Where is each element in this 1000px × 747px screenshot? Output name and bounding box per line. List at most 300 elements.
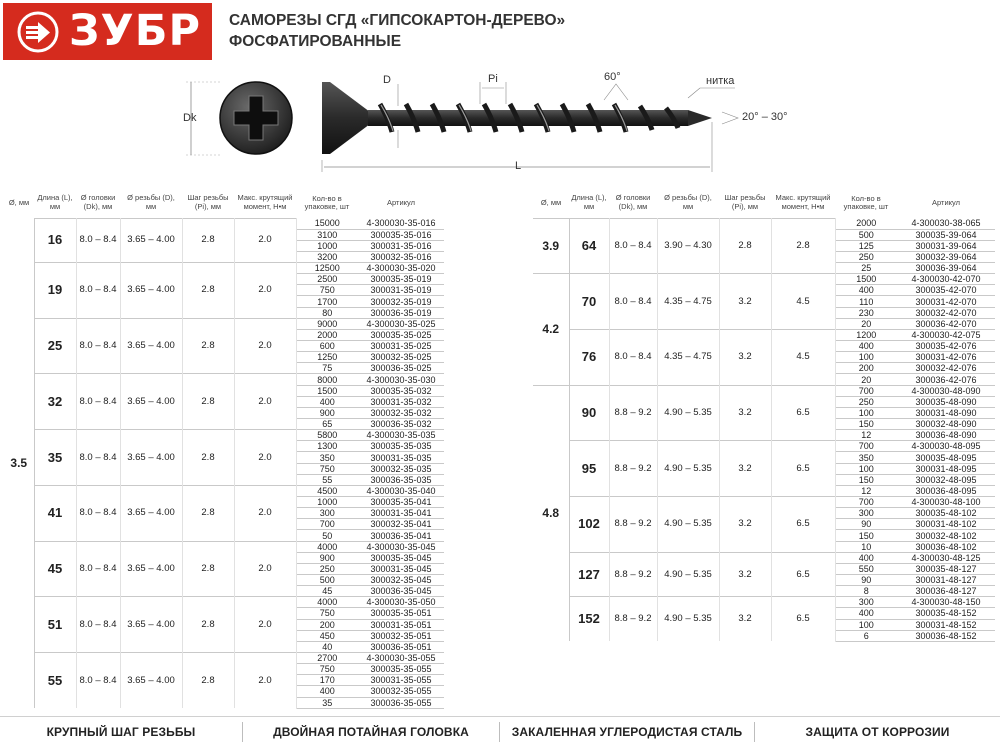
torque-cell: 4.5 [771,274,835,330]
article-cell: 300031-35-025 [358,341,444,352]
article-cell: 300032-48-095 [897,474,995,485]
article-cell: 300031-35-045 [358,563,444,574]
article-cell: 300036-35-045 [358,586,444,597]
article-cell: 300036-48-127 [897,586,995,597]
qty-cell: 80 [296,307,358,318]
qty-cell: 450 [296,630,358,641]
thread-diameter-cell: 4.35 – 4.75 [657,274,719,330]
table-row [4,430,444,441]
pitch-cell: 2.8 [182,652,234,708]
qty-cell: 50 [296,530,358,541]
torque-cell: 2.0 [234,263,296,319]
article-cell: 300032-35-041 [358,519,444,530]
thread-diameter-cell: 3.65 – 4.00 [120,485,182,541]
table-row [533,329,995,340]
qty-cell: 12500 [296,263,358,274]
title-line-1: САМОРЕЗЫ СГД «ГИПСОКАРТОН-ДЕРЕВО» [229,12,566,29]
article-cell: 300032-35-025 [358,352,444,363]
pitch-cell: 3.2 [719,597,771,642]
article-cell: 300031-35-016 [358,240,444,251]
brand-arrow-icon [17,11,59,53]
table-row [4,318,444,329]
article-cell: 300036-48-102 [897,541,995,552]
thread-diameter-cell: 4.90 – 5.35 [657,497,719,553]
article-cell: 300031-35-032 [358,396,444,407]
article-cell: 300032-42-070 [897,307,995,318]
qty-cell: 400 [835,608,897,619]
article-cell: 300031-35-035 [358,452,444,463]
diameter-cell: 3.5 [4,218,34,708]
qty-cell: 400 [835,341,897,352]
qty-cell: 8000 [296,374,358,385]
article-cell: 4-300030-48-095 [897,441,995,452]
qty-cell: 4000 [296,541,358,552]
table-row [4,263,444,274]
thread-diameter-cell: 4.90 – 5.35 [657,552,719,597]
pitch-cell: 2.8 [182,485,234,541]
article-cell: 300032-48-090 [897,419,995,430]
length-cell: 19 [34,263,76,319]
col-thread: Ø резьбы (D), мм [127,193,175,211]
article-cell: 300035-48-152 [897,608,995,619]
qty-cell: 4500 [296,485,358,496]
length-cell: 32 [34,374,76,430]
qty-cell: 20 [835,318,897,329]
length-cell: 127 [569,552,609,597]
head-diameter-cell: 8.8 – 9.2 [609,441,657,497]
qty-cell: 500 [835,229,897,240]
pitch-cell: 2.8 [182,318,234,374]
label-angle-60: 60° [604,71,621,83]
qty-cell: 750 [296,608,358,619]
article-cell: 300036-48-152 [897,630,995,641]
pitch-cell: 3.2 [719,497,771,553]
qty-cell: 4000 [296,597,358,608]
qty-cell: 400 [296,686,358,697]
qty-cell: 170 [296,675,358,686]
pitch-cell: 2.8 [182,218,234,263]
article-cell: 4-300030-35-025 [358,318,444,329]
qty-cell: 1700 [296,296,358,307]
article-cell: 300036-42-070 [897,318,995,329]
qty-cell: 110 [835,296,897,307]
qty-cell: 10 [835,541,897,552]
length-cell: 90 [569,385,609,441]
col-torque: Макс. крутящий момент, Н•м [237,193,293,211]
table-row [533,441,995,452]
article-cell: 300036-35-019 [358,307,444,318]
qty-cell: 750 [296,285,358,296]
qty-cell: 700 [296,519,358,530]
screw-drawing [0,60,1000,180]
head-diameter-cell: 8.0 – 8.4 [76,485,120,541]
col-thread: Ø резьбы (D), мм [664,193,712,211]
article-cell: 300036-35-025 [358,363,444,374]
qty-cell: 250 [296,563,358,574]
label-dk: Dk [183,112,197,124]
col-head: Ø головки (Dk), мм [80,193,116,211]
pitch-cell: 2.8 [182,541,234,597]
qty-cell: 3100 [296,229,358,240]
torque-cell: 2.0 [234,652,296,708]
article-cell: 300035-48-127 [897,563,995,574]
qty-cell: 75 [296,363,358,374]
head-diameter-cell: 8.8 – 9.2 [609,552,657,597]
thread-diameter-cell: 3.65 – 4.00 [120,541,182,597]
article-cell: 300035-35-041 [358,497,444,508]
article-cell: 300031-48-095 [897,463,995,474]
article-cell: 4-300030-35-045 [358,541,444,552]
torque-cell: 2.8 [771,218,835,274]
length-cell: 41 [34,485,76,541]
length-cell: 152 [569,597,609,642]
qty-cell: 400 [835,552,897,563]
article-cell: 300035-48-095 [897,452,995,463]
torque-cell: 6.5 [771,552,835,597]
torque-cell: 4.5 [771,329,835,385]
pitch-cell: 3.2 [719,329,771,385]
torque-cell: 2.0 [234,597,296,653]
article-cell: 300032-35-032 [358,407,444,418]
qty-cell: 300 [835,508,897,519]
feature-bar [0,716,1000,747]
qty-cell: 90 [835,575,897,586]
head-diameter-cell: 8.0 – 8.4 [76,597,120,653]
col-qty: Кол-во в упаковке, шт [843,193,889,211]
qty-cell: 500 [296,575,358,586]
diameter-cell: 3.9 [533,218,569,274]
pitch-cell: 2.8 [182,597,234,653]
qty-cell: 150 [835,530,897,541]
spec-table-left [4,188,444,709]
article-cell: 300035-48-102 [897,508,995,519]
qty-cell: 1000 [296,497,358,508]
col-qty: Кол-во в упаковке, шт [304,193,350,211]
table-row [4,597,444,608]
length-cell: 45 [34,541,76,597]
table-row [4,541,444,552]
thread-diameter-cell: 3.65 – 4.00 [120,430,182,486]
col-pitch: Шаг резьбы (Pi), мм [187,193,229,211]
article-cell: 300035-39-064 [897,229,995,240]
qty-cell: 2000 [835,218,897,229]
article-cell: 4-300030-35-040 [358,485,444,496]
pitch-cell: 3.2 [719,441,771,497]
length-cell: 55 [34,652,76,708]
article-cell: 300032-48-102 [897,530,995,541]
label-thread: нитка [706,75,735,87]
article-cell: 300035-35-032 [358,385,444,396]
thread-diameter-cell: 3.65 – 4.00 [120,318,182,374]
article-cell: 300032-35-019 [358,296,444,307]
torque-cell: 2.0 [234,430,296,486]
qty-cell: 100 [835,407,897,418]
article-cell: 300032-35-035 [358,463,444,474]
article-cell: 300035-35-019 [358,274,444,285]
page-title [229,10,649,52]
article-cell: 4-300030-42-075 [897,329,995,340]
qty-cell: 300 [296,508,358,519]
brand-logo [3,3,212,60]
table-row [4,652,444,663]
pitch-cell: 3.2 [719,274,771,330]
head-diameter-cell: 8.8 – 9.2 [609,385,657,441]
qty-cell: 1250 [296,352,358,363]
thread-diameter-cell: 4.90 – 5.35 [657,597,719,642]
article-cell: 300035-35-051 [358,608,444,619]
article-cell: 4-300030-35-020 [358,263,444,274]
qty-cell: 125 [835,240,897,251]
thread-diameter-cell: 4.90 – 5.35 [657,441,719,497]
title-line-2: ФОСФАТИРОВАННЫЕ [229,33,402,50]
length-cell: 70 [569,274,609,330]
table-row [533,218,995,229]
col-article: Артикул [387,197,415,207]
article-cell: 4-300030-35-050 [358,597,444,608]
col-diameter: Ø, мм [8,197,30,207]
article-cell: 300036-35-035 [358,474,444,485]
head-diameter-cell: 8.0 – 8.4 [76,541,120,597]
table-row [4,218,444,229]
table-row [533,385,995,396]
article-cell: 300032-35-016 [358,251,444,262]
qty-cell: 2700 [296,652,358,663]
article-cell: 300031-42-076 [897,352,995,363]
label-pi: Pi [488,73,498,85]
qty-cell: 100 [835,619,897,630]
article-cell: 4-300030-35-055 [358,652,444,663]
feature-hardened-steel: ЗАКАЛЕННАЯ УГЛЕРОДИСТАЯ СТАЛЬ [500,722,755,742]
torque-cell: 6.5 [771,385,835,441]
pitch-cell: 2.8 [182,430,234,486]
qty-cell: 750 [296,463,358,474]
article-cell: 300035-35-035 [358,441,444,452]
col-length: Длина (L), мм [37,193,73,211]
qty-cell: 700 [835,497,897,508]
length-cell: 64 [569,218,609,274]
qty-cell: 150 [835,419,897,430]
qty-cell: 2000 [296,329,358,340]
qty-cell: 700 [835,441,897,452]
screw-illustration [0,60,1000,180]
qty-cell: 1000 [296,240,358,251]
head-diameter-cell: 8.0 – 8.4 [76,374,120,430]
qty-cell: 100 [835,463,897,474]
article-cell: 4-300030-48-100 [897,497,995,508]
article-cell: 300036-35-055 [358,697,444,708]
qty-cell: 25 [835,263,897,274]
qty-cell: 150 [835,474,897,485]
qty-cell: 15000 [296,218,358,229]
qty-cell: 250 [835,396,897,407]
table-row [4,374,444,385]
qty-cell: 9000 [296,318,358,329]
pitch-cell: 3.2 [719,552,771,597]
thread-diameter-cell: 3.65 – 4.00 [120,597,182,653]
length-cell: 95 [569,441,609,497]
col-diameter: Ø, мм [540,197,562,207]
qty-cell: 750 [296,664,358,675]
article-cell: 4-300030-35-030 [358,374,444,385]
qty-cell: 350 [835,452,897,463]
qty-cell: 12 [835,485,897,496]
col-article: Артикул [932,197,960,207]
article-cell: 300035-48-090 [897,396,995,407]
table-row [533,597,995,608]
qty-cell: 6 [835,630,897,641]
pitch-cell: 3.2 [719,385,771,441]
thread-diameter-cell: 4.90 – 5.35 [657,385,719,441]
spec-table-right [533,188,995,642]
article-cell: 4-300030-48-125 [897,552,995,563]
article-cell: 300031-35-019 [358,285,444,296]
thread-diameter-cell: 3.65 – 4.00 [120,374,182,430]
article-cell: 300036-35-032 [358,419,444,430]
article-cell: 300031-35-041 [358,508,444,519]
article-cell: 4-300030-48-150 [897,597,995,608]
article-cell: 300031-48-102 [897,519,995,530]
article-cell: 300036-42-076 [897,374,995,385]
torque-cell: 6.5 [771,597,835,642]
article-cell: 300032-39-064 [897,251,995,262]
article-cell: 300031-35-051 [358,619,444,630]
thread-diameter-cell: 3.90 – 4.30 [657,218,719,274]
head-diameter-cell: 8.8 – 9.2 [609,597,657,642]
diameter-cell: 4.2 [533,274,569,385]
article-cell: 300032-35-045 [358,575,444,586]
torque-cell: 2.0 [234,318,296,374]
article-cell: 300035-35-016 [358,229,444,240]
article-cell: 300036-48-090 [897,430,995,441]
article-cell: 300032-42-076 [897,363,995,374]
torque-cell: 6.5 [771,441,835,497]
col-length: Длина (L), мм [571,193,607,211]
head-diameter-cell: 8.0 – 8.4 [76,263,120,319]
qty-cell: 40 [296,641,358,652]
thread-diameter-cell: 3.65 – 4.00 [120,652,182,708]
article-cell: 300031-35-055 [358,675,444,686]
thread-diameter-cell: 3.65 – 4.00 [120,218,182,263]
qty-cell: 65 [296,419,358,430]
thread-diameter-cell: 4.35 – 4.75 [657,329,719,385]
qty-cell: 5800 [296,430,358,441]
qty-cell: 12 [835,430,897,441]
article-cell: 300031-48-127 [897,575,995,586]
qty-cell: 3200 [296,251,358,262]
article-cell: 4-300030-35-035 [358,430,444,441]
head-diameter-cell: 8.0 – 8.4 [609,218,657,274]
pitch-cell: 2.8 [719,218,771,274]
head-diameter-cell: 8.0 – 8.4 [76,218,120,263]
qty-cell: 90 [835,519,897,530]
length-cell: 35 [34,430,76,486]
article-cell: 300036-39-064 [897,263,995,274]
head-diameter-cell: 8.0 – 8.4 [76,652,120,708]
qty-cell: 900 [296,552,358,563]
qty-cell: 1200 [835,329,897,340]
qty-cell: 20 [835,374,897,385]
qty-cell: 400 [835,285,897,296]
article-cell: 300036-35-051 [358,641,444,652]
qty-cell: 550 [835,563,897,574]
col-head: Ø головки (Dk), мм [615,193,651,211]
article-cell: 300031-48-090 [897,407,995,418]
article-cell: 300036-48-095 [897,485,995,496]
table-header-row [533,188,995,218]
pitch-cell: 2.8 [182,263,234,319]
thread-diameter-cell: 3.65 – 4.00 [120,263,182,319]
article-cell: 300035-42-070 [897,285,995,296]
table-row [533,497,995,508]
pitch-cell: 2.8 [182,374,234,430]
label-length: L [515,160,522,172]
table-row [4,485,444,496]
feature-coarse-thread: КРУПНЫЙ ШАГ РЕЗЬБЫ [0,722,243,742]
article-cell: 4-300030-38-065 [897,218,995,229]
feature-double-countersunk-head: ДВОЙНАЯ ПОТАЙНАЯ ГОЛОВКА [243,722,500,742]
head-diameter-cell: 8.0 – 8.4 [76,430,120,486]
length-cell: 51 [34,597,76,653]
qty-cell: 1300 [296,441,358,452]
qty-cell: 35 [296,697,358,708]
torque-cell: 6.5 [771,497,835,553]
table-row [533,274,995,285]
article-cell: 300035-35-045 [358,552,444,563]
torque-cell: 2.0 [234,541,296,597]
col-torque: Макс. крутящий момент, Н•м [775,193,831,211]
qty-cell: 250 [835,251,897,262]
length-cell: 76 [569,329,609,385]
label-tip-angle: 20° – 30° [742,111,788,123]
table-header-row [4,188,444,218]
qty-cell: 230 [835,307,897,318]
qty-cell: 1500 [835,274,897,285]
length-cell: 16 [34,218,76,263]
qty-cell: 55 [296,474,358,485]
qty-cell: 1500 [296,385,358,396]
diameter-cell: 4.8 [533,385,569,641]
article-cell: 300035-35-025 [358,329,444,340]
qty-cell: 100 [835,352,897,363]
screw-head-side [322,82,370,154]
screw-tip [688,110,712,126]
length-cell: 25 [34,318,76,374]
torque-cell: 2.0 [234,218,296,263]
qty-cell: 900 [296,407,358,418]
torque-cell: 2.0 [234,485,296,541]
article-cell: 4-300030-42-070 [897,274,995,285]
article-cell: 300031-39-064 [897,240,995,251]
article-cell: 4-300030-48-090 [897,385,995,396]
table-row [533,552,995,563]
length-cell: 102 [569,497,609,553]
torque-cell: 2.0 [234,374,296,430]
article-cell: 300035-42-076 [897,341,995,352]
qty-cell: 200 [835,363,897,374]
head-diameter-cell: 8.0 – 8.4 [76,318,120,374]
article-cell: 300035-35-055 [358,664,444,675]
qty-cell: 300 [835,597,897,608]
col-pitch: Шаг резьбы (Pi), мм [724,193,766,211]
qty-cell: 700 [835,385,897,396]
feature-corrosion-protection: ЗАЩИТА ОТ КОРРОЗИИ [805,725,950,739]
qty-cell: 600 [296,341,358,352]
qty-cell: 400 [296,396,358,407]
head-diameter-cell: 8.0 – 8.4 [609,329,657,385]
head-diameter-cell: 8.0 – 8.4 [609,274,657,330]
brand-name: ЗУБР [69,6,201,56]
article-cell: 300031-42-070 [897,296,995,307]
